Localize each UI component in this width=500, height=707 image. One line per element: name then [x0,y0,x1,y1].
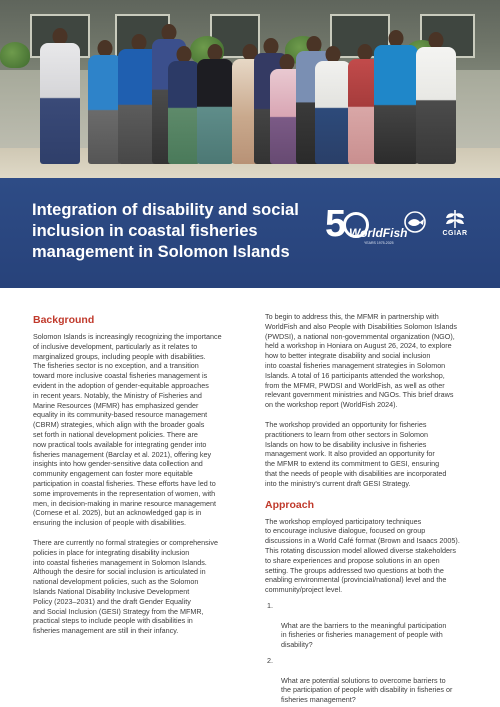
intro-paragraph-2: The workshop provided an opportunity for fisheries practitioners to learn from other sectors in Solomon Islands on how to be disability inclusive in fisheries management work. It also provided an opportunity for the MFMR to extend its commitment to GESI, ensuring that the needs of people with disabilities are incorporated into the ministry's current draft GESI Strategy. [265,419,447,488]
worldfish-50-logo [325,203,408,245]
heading-approach: Approach [265,498,315,511]
person [168,46,200,164]
list-item-text: What are potential solutions to overcome barriers to the participation of people with disability in fisheries or fisheries management? [281,675,453,705]
list-item-text: What are the barriers to the meaningful participation in fisheries or fisheries management of people with disability? [281,620,447,650]
cgiar-wordmark: CGIAR [442,230,468,237]
heading-background: Background [33,314,95,326]
intro-paragraph-1: To begin to address this, the MFMR in partnership with WorldFish and also People with Disabilities Solomon Islands (PWDSI), a national non-governmental organization (NGO), held a workshop in Honiara on August 26, 2024, to explore how to better integrate disability and social inclusion into coastal fisheries management strategies in Solomon Islands. A total of 16 participants attended the workshop, from the MFMR, PWDSI and WorldFish, as well as other relevant government ministries and NGOs. This brief draws on the workshop report (WorldFish 2024). [265,312,458,410]
list-item [265,601,487,650]
title-band [0,178,500,288]
worldfish-wordmark: WorldFish [349,226,408,240]
left-column [33,314,253,646]
cgiar-leaf-icon [441,206,469,230]
group-photo [0,0,500,180]
fish-icon [403,211,427,233]
right-column [265,312,487,707]
person [416,32,456,164]
person [197,44,233,164]
background-paragraph-1: Solomon Islands is increasingly recognizing the importance of inclusive development, particularly as it relates to marginalized groups, including people with disabilities. The fisheries sector is no exception, and a transition toward more inclusive coastal fisheries management is evident in the adoption of gender-equitable approaches in recent years. Notably, the Ministry of Fisheries and Marine Resources (MFMR) has emphasized gender equality in its community-based resource management (CBRM) strategies, which align with the broader goals set forth in national development policies. There are now practical tools available for integrating gender into fisheries management (Barclay et al. 2021), offering key insights into how gender-sensitive data collection and community engagement can foster more equitable participation in coastal fisheries. These efforts have led to some improvements in the representation of women, with men, in decision-making in marine resource management (Cornese et al. 2025), but an acknowledged gap is in ensuring the inclusion of people with disabilities. [33,332,222,528]
question-list [265,601,487,705]
list-item [265,656,487,705]
plant [0,42,30,68]
person [315,46,351,164]
list-item-number: 2. [267,655,273,665]
anniversary-number: 5 [325,203,347,245]
worldfish-years: YEARS 1975-2025 [364,241,394,245]
person [88,40,122,164]
background-paragraph-2: There are currently no formal strategies or comprehensive policies in place for integrating disability inclusion into coastal fisheries management in Solomon Islands. Although the desire for social inclusion is articulated in national development policies, such as the Solomon Islands National Disability Inclusive Development Policy (2023–2031) and the draft Gender Equality and Social Inclusion (GESI) Strategy from the MFMR, practical steps to include people with disabilities in fisheries management are still in their infancy. [33,537,218,636]
approach-paragraph: The workshop employed participatory techniques to encourage inclusive dialogue, focused on group discussions in a World Café format (Brown and Isaacs 2005). This rotating discussion model allowed diverse stakeholders to share experiences and propose solutions in an open setting. The groups addressed two questions at both the enabling environmental (provincial/national) level and the community/project level. [265,516,460,595]
document-title: Integration of disability and social inclusion in coastal fisheries management in Solomon Islands [32,201,299,261]
person [374,30,418,164]
person [40,28,80,164]
list-item-number: 1. [267,600,273,610]
